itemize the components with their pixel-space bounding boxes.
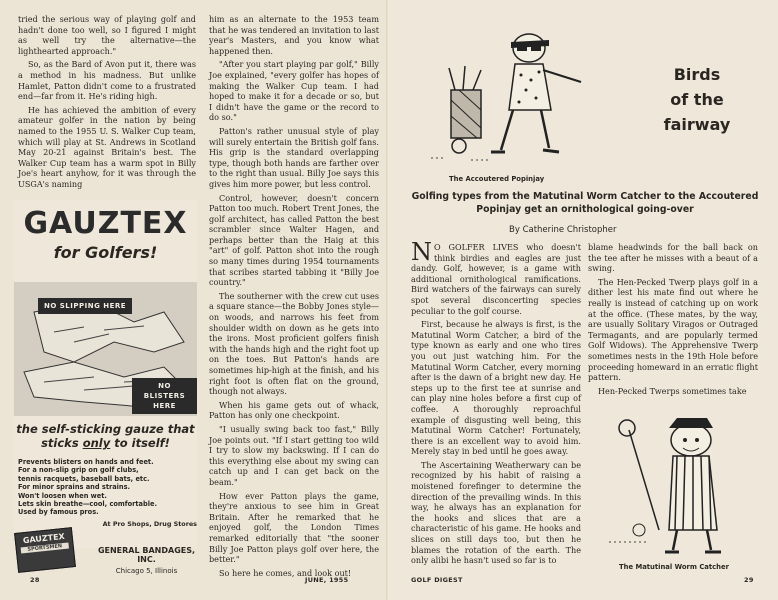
right-col2-text — [588, 242, 758, 399]
tagline-part: to itself! — [110, 436, 170, 450]
paragraph: How ever Patton plays the game, they're anxious to see him in Great Britain. After he remarked that he enjoyed golf, the London Times remarked editorially that "the sooner Billy Joe Patton plays golf over here, the better." — [209, 490, 379, 565]
paragraph: So here he comes, and look out! — [219, 567, 352, 578]
ad-subtitle: for Golfers! — [53, 243, 158, 262]
tag-line: NO BLISTERS — [143, 382, 186, 400]
paragraph: tried the serious way of playing golf and hadn't done too well, so I figured I might as well try the alternative—the lighthearted approach." — [18, 14, 196, 56]
paragraph: "I usually swing back too fast," Billy Joe points out. "If I start getting too wild I try to slow my backswing. If I can do this everything else about my swing can catch up and I can get back on the beam." — [209, 423, 379, 487]
title-line: Birds — [673, 65, 721, 84]
tag-line: HERE — [153, 402, 176, 410]
title-line: fairway — [663, 115, 731, 134]
product-box — [14, 527, 76, 573]
no-slipping-tag: NO SLIPPING HERE — [38, 298, 132, 314]
list-item: For minor sprains and strains. — [18, 483, 131, 492]
tagline-part: sticks — [41, 436, 83, 450]
list-item: Lets skin breathe—cool, comfortable. — [18, 500, 157, 509]
popinjay-illustration-icon — [431, 20, 601, 170]
left-col2-text — [209, 14, 379, 581]
right-page — [389, 0, 778, 600]
ad-brand: GAUZTEX — [23, 206, 188, 241]
paragraph: First, because he always is first, is the Matutinal Worm Catcher, a bird of the type known as early and one who tires you out just watching him. For the Matutinal Worm Catcher, every morning after is the dawn of a bright new day. He steps up to the first tee at sunrise and can play nine holes before a first cup of coffee. A thoroughly reproachful example of disgusting well being, this Matutinal Worm Catcher! Fortunately, there is an excellent way to avoid him. Merely stay in bed until he goes away. — [411, 319, 581, 457]
hands-illustration — [14, 282, 197, 416]
issue-date: JUNE, 1955 — [305, 576, 349, 584]
maker-name: GENERAL BANDAGES, INC. — [97, 546, 196, 564]
caption-popinjay: The Accoutered Popinjay — [449, 175, 545, 183]
box-title: GAUZTEX — [22, 531, 66, 546]
paragraph — [411, 238, 581, 316]
tagline-emphasis: only — [82, 436, 111, 450]
maker-city: Chicago 5, Illinois — [115, 567, 178, 575]
tagline-line — [14, 436, 197, 450]
ad-benefits-list — [18, 458, 198, 517]
gauztex-ad — [14, 200, 197, 575]
page-number-right: 29 — [744, 576, 754, 584]
paragraph: him as an alternate to the 1953 team that he was tendered an invitation to last year's Masters, and you know what happened then. — [209, 14, 379, 56]
left-col1-text — [18, 14, 196, 193]
tagline-line: the self-sticking gauze that — [16, 422, 195, 436]
paragraph: The Hen-Pecked Twerp plays golf in a dither lest his mate find out where he really is instead of catching up on work at the office. (These mates, by the way, are usually Solitary Viragos or Outraged Termagants, and are popularly termed Golf Widows). The Apprehensive Twerp sometimes nests in the 19th Hole before proceeding homeward in an erratic flight pattern. — [588, 276, 758, 383]
paragraph: Control, however, doesn't concern Patton too much. Robert Trent Jones, the golf architect, has called Patton the best scrambler since Walter Hagen, and perhaps better than the Haig at this "art" of golf. Patton shot into the rough so many times during 1954 tournaments that scribes started tabbing it "Billy Joe country." — [209, 192, 379, 288]
caption-worm-catcher: The Matutinal Worm Catcher — [619, 563, 729, 571]
list-item: For a non-slip grip on golf clubs, — [18, 466, 139, 475]
article-deck: Golfing types from the Matutinal Worm Catcher to the Accoutered Popinjay get an ornithological going-over — [411, 191, 759, 215]
right-col1-text — [411, 238, 581, 569]
ad-availability: At Pro Shops, Drug Stores — [102, 520, 197, 528]
paragraph: "After you start playing par golf," Billy Joe explained, "every golfer has hopes of making the Walker Cup team. I had hoped to make it for a decade or so, but I didn't have the game or the record to do so." — [209, 59, 379, 123]
paragraph: blame headwinds for the ball back on the tee after he misses with a beaut of a swing. — [588, 242, 758, 274]
paragraph: So, as the Bard of Avon put it, there was a method in his madness. But unlike Hamlet, Patton didn't come to a frustrated end—far from it. He's riding high. — [18, 59, 196, 102]
worm-catcher-illustration-icon — [599, 410, 759, 562]
paragraph: When his game gets out of whack, Patton has only one checkpoint. — [209, 399, 379, 421]
magazine-name: GOLF DIGEST — [411, 576, 463, 584]
list-item: Prevents blisters on hands and feet. — [18, 458, 154, 466]
list-item: tennis racquets, baseball bats, etc. — [18, 474, 150, 483]
paragraph: He has achieved the ambition of every amateur golfer in the nation by being named to the 1955 U. S. Walker Cup team, which will play at St. Andrews in Scotland May 20-21 against Britain's best. The Walker Cup team has a warm spot in Billy Joe's heart anyhow, for it was through the USGA's naming — [18, 104, 196, 189]
ad-tagline — [14, 422, 197, 450]
byline: By Catherine Christopher — [509, 225, 617, 235]
no-blisters-tag — [132, 378, 197, 414]
box-subtitle: SPORTSMEN — [21, 543, 69, 554]
page-number-left: 28 — [30, 576, 40, 584]
drop-cap: N — [411, 238, 432, 266]
paragraph: The Ascertaining Weatherwary can be recognized by his habit of raising a moistened forefinger to determine the direction of the prevailing winds. In this way, he always has an explanation for the hooks and slices that are a characteristic of his game. He hooks and slices on still days too, but then he blames the rotation of the earth. The only alibi he hasn't used so far is to — [411, 459, 581, 566]
ad-manufacturer — [96, 546, 197, 575]
list-item: Used by famous pros. — [18, 508, 99, 517]
paragraph: Patton's rather unusual style of play will surely entertain the British golf fans. His grip is the standard overlapping type, though both hands are farther over to the right than usual. Billy Joe says this gives him more power, but less control. — [209, 125, 379, 189]
paragraph: The southerner with the crew cut uses a square stance—the Bobby Jones style—on woods, and narrows his feet from shoulder width on down as he gets into the irons. Most proficient golfers finish with the hands high and the right foot up on the toes. But Patton's hands are sometimes hip-high at the finish, and his right foot is often flat on the ground, though not always. — [209, 290, 379, 397]
article-title — [637, 62, 757, 137]
paragraph: Hen-Pecked Twerps sometimes take — [598, 385, 747, 396]
list-item: Won't loosen when wet. — [18, 491, 107, 500]
lead-text: O GOLFER LIVES who doesn't think birdies and eagles are just dandy. Golf, however, is a game with additional ornithological ramifications. Bird watchers of the fairways can surely spot several disconcerting species peculiar to the golf course. — [411, 242, 581, 316]
title-line: of the — [670, 90, 724, 109]
